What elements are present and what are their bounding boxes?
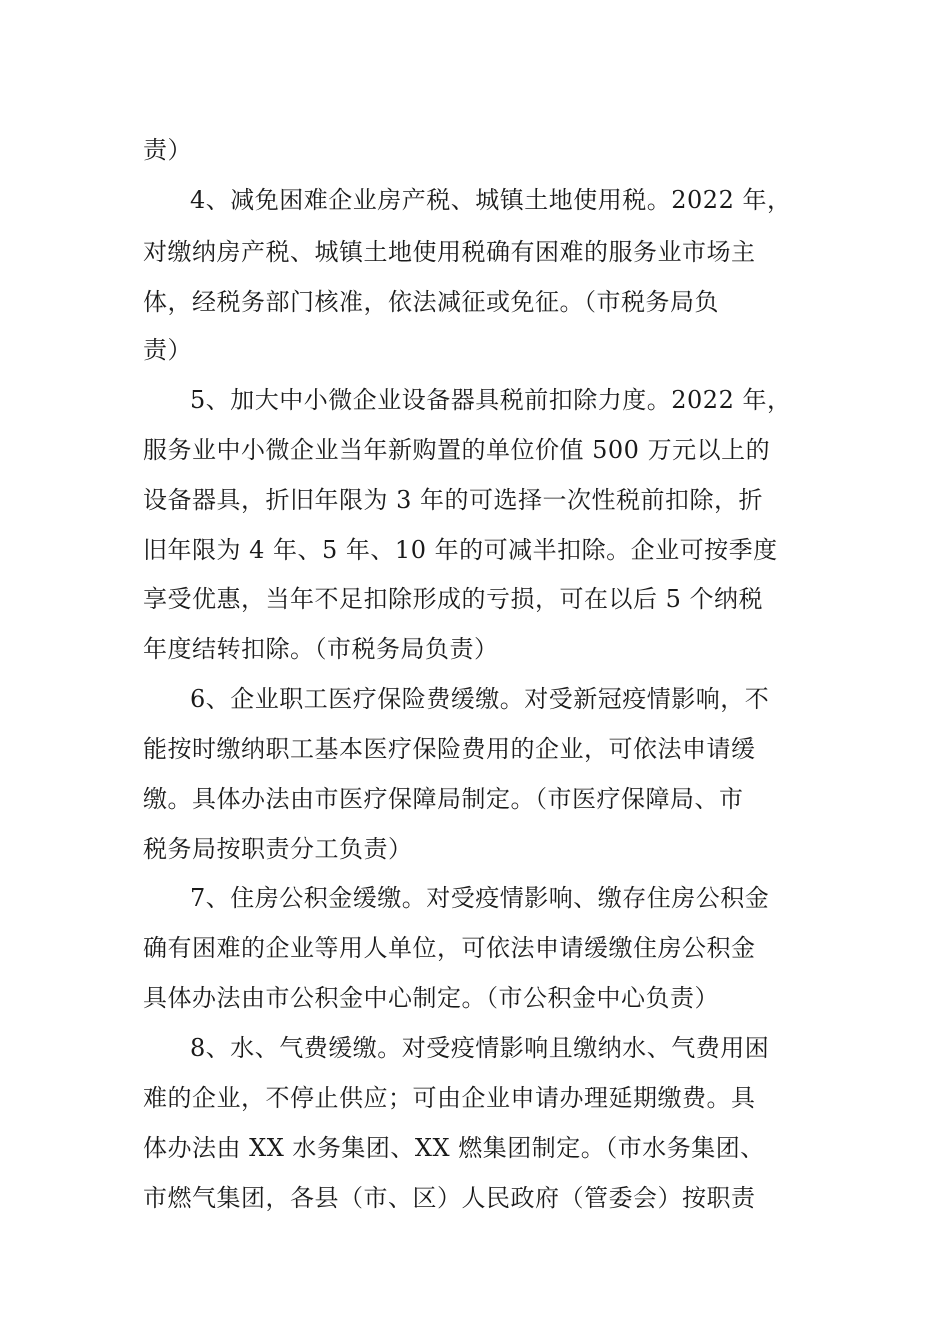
text-line: 5、加大中小微企业设备器具税前扣除力度。2022 年，: [190, 386, 792, 414]
text-line: 设备器具，折旧年限为 3 年的可选择一次性税前扣除，折: [143, 486, 764, 514]
text-line: 体办法由 XX 水务集团、XX 燃集团制定。（市水务集团、: [143, 1134, 765, 1162]
text-line: 税务局按职责分工负责）: [143, 835, 413, 863]
text-line: 具体办法由市公积金中心制定。（市公积金中心负责）: [143, 984, 719, 1012]
text-line: 年度结转扣除。（市税务局负责）: [143, 635, 499, 663]
text-line: 确有困难的企业等用人单位，可依法申请缓缴住房公积金: [143, 934, 756, 962]
text-line: 8、水、气费缓缴。对受疫情影响且缴纳水、气费用困: [190, 1034, 770, 1062]
text-line: 旧年限为 4 年、5 年、10 年的可减半扣除。企业可按季度: [143, 536, 778, 564]
text-line: 体，经税务部门核准，依法减征或免征。（市税务局负: [143, 288, 719, 316]
text-line: 服务业中小微企业当年新购置的单位价值 500 万元以上的: [143, 436, 771, 464]
text-line: 责）: [143, 136, 192, 164]
text-line: 能按时缴纳职工基本医疗保险费用的企业，可依法申请缓: [143, 735, 756, 763]
text-line: 4、减免困难企业房产税、城镇土地使用税。2022 年，: [190, 186, 792, 214]
text-line: 难的企业，不停止供应；可由企业申请办理延期缴费。具: [143, 1084, 756, 1112]
text-line: 6、企业职工医疗保险费缓缴。对受新冠疫情影响，不: [190, 685, 770, 713]
text-line: 享受优惠，当年不足扣除形成的亏损，可在以后 5 个纳税: [143, 585, 764, 613]
text-line: 责）: [143, 336, 192, 364]
text-line: 市燃气集团，各县（市、区）人民政府（管委会）按职责: [143, 1184, 756, 1212]
text-line: 对缴纳房产税、城镇土地使用税确有困难的服务业市场主: [143, 238, 756, 266]
text-line: 缴。具体办法由市医疗保障局制定。（市医疗保障局、市: [143, 785, 744, 813]
text-line: 7、住房公积金缓缴。对受疫情影响、缴存住房公积金: [190, 884, 770, 912]
